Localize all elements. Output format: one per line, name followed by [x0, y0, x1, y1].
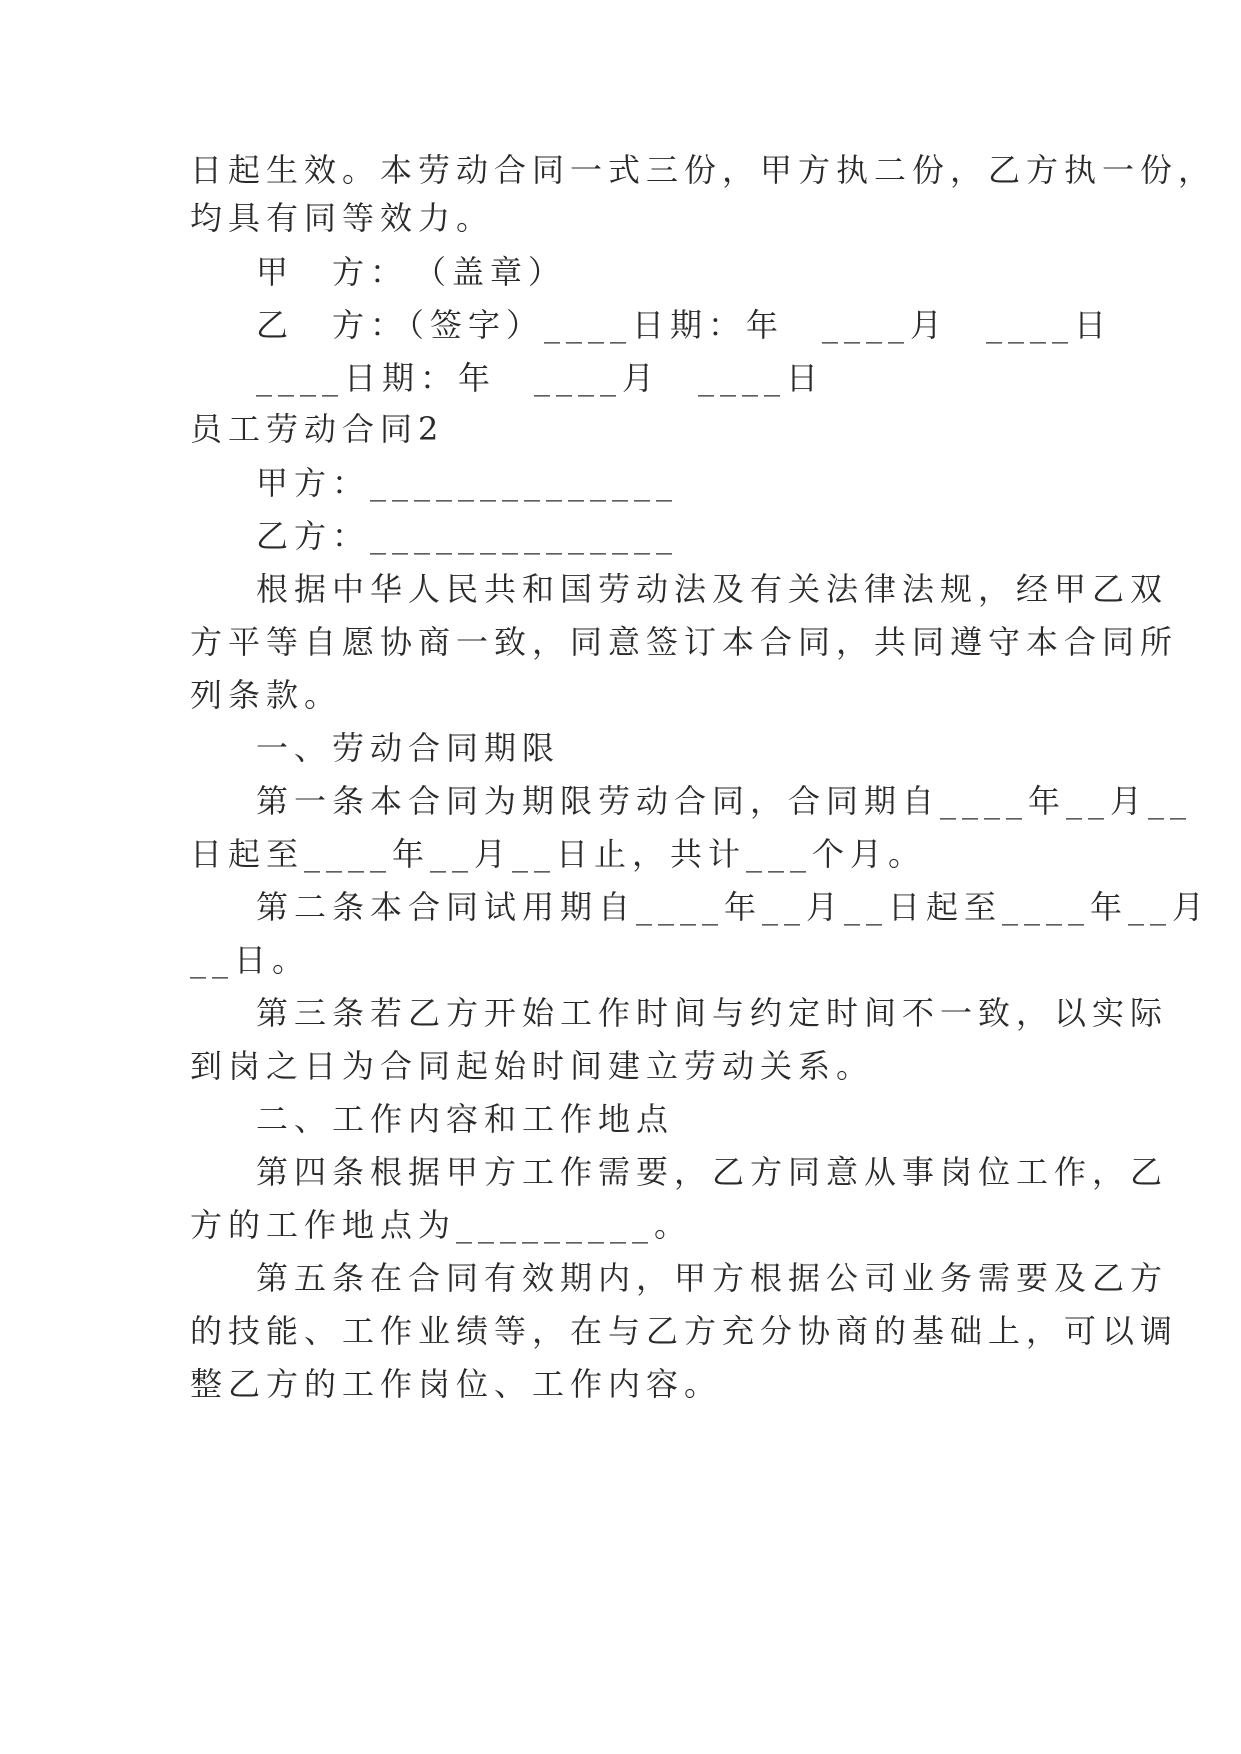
text-line: 均具有同等效力。: [190, 199, 495, 237]
signature-party-b: 乙 方：（签字）____日期：年 ____月 ____日: [256, 306, 1113, 344]
paragraph-line: 第二条本合同试用期自____年__月__日起至____年__月: [256, 888, 1211, 926]
paragraph-line: __日。: [190, 941, 311, 979]
party-b-field: 乙方：______________: [256, 517, 679, 555]
paragraph-line: 根据中华人民共和国劳动法及有关法律法规，经甲乙双: [256, 570, 1169, 608]
paragraph-line: 的技能、工作业绩等，在与乙方充分协商的基础上，可以调: [190, 1312, 1179, 1350]
paragraph-line: 第一条本合同为期限劳动合同，合同期自____年__月__: [256, 782, 1193, 820]
contract-title: 员工劳动合同2: [190, 410, 445, 448]
paragraph-line: 方的工作地点为_________。: [190, 1206, 693, 1244]
paragraph-line: 日起至____年__月__日止，共计___个月。: [190, 835, 927, 873]
paragraph-line: 第三条若乙方开始工作时间与约定时间不一致，以实际: [256, 994, 1169, 1032]
party-a-field: 甲方：______________: [256, 464, 679, 502]
section-heading: 二、工作内容和工作地点: [256, 1100, 675, 1138]
signature-party-a: 甲 方： （盖章）: [256, 253, 567, 291]
paragraph-line: 整乙方的工作岗位、工作内容。: [190, 1365, 723, 1403]
paragraph-line: 列条款。: [190, 676, 343, 714]
section-heading: 一、劳动合同期限: [256, 729, 561, 767]
paragraph-line: 第五条在合同有效期内，甲方根据公司业务需要及乙方: [256, 1259, 1169, 1297]
paragraph-line: 方平等自愿协商一致，同意签订本合同，共同遵守本合同所: [190, 623, 1179, 661]
signature-date: ____日期：年 ____月 ____日: [256, 359, 825, 397]
paragraph-line: 第四条根据甲方工作需要，乙方同意从事岗位工作，乙: [256, 1153, 1169, 1191]
paragraph-line: 到岗之日为合同起始时间建立劳动关系。: [190, 1047, 875, 1085]
text-line: 日起生效。本劳动合同一式三份，甲方执二份，乙方执一份，: [190, 151, 1217, 189]
